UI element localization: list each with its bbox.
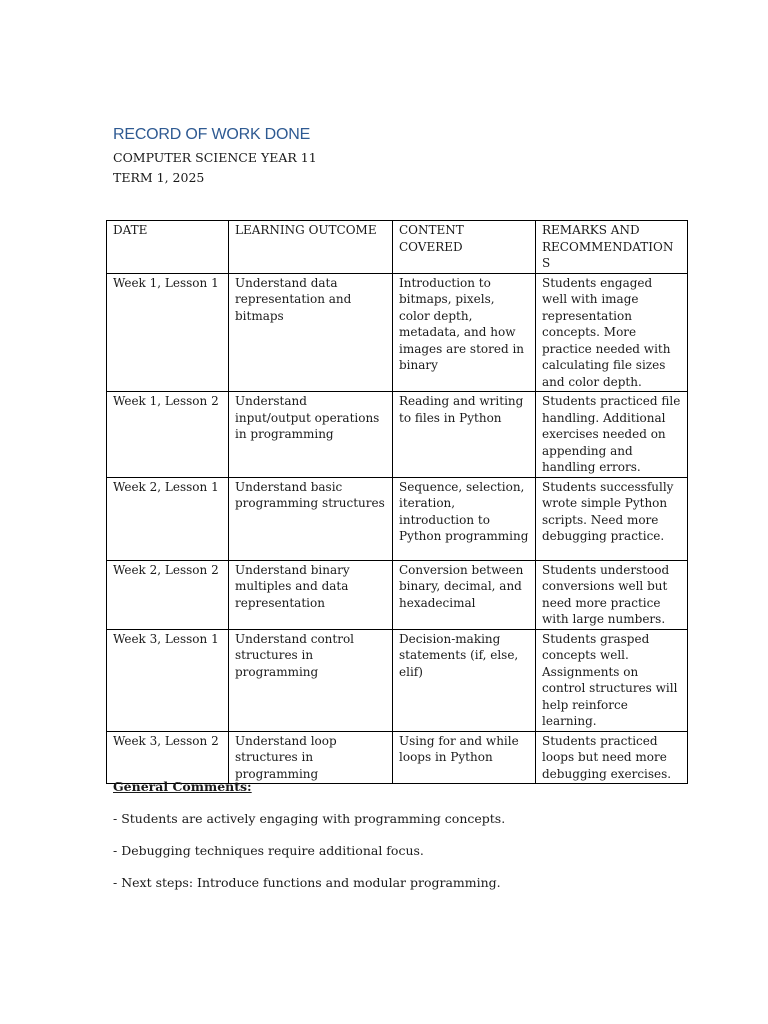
cell-content: Conversion between binary, decimal, and hexadecimal (393, 560, 536, 629)
cell-date: Week 2, Lesson 1 (107, 477, 229, 560)
cell-remarks: Students grasped concepts well. Assignments on control structures will help reinforce learning. (536, 629, 688, 731)
table-row (107, 629, 688, 731)
cell-date: Week 3, Lesson 1 (107, 629, 229, 731)
cell-remarks: Students successfully wrote simple Python scripts. Need more debugging practice. (536, 477, 688, 560)
course-subtitle: COMPUTER SCIENCE YEAR 11 (113, 150, 317, 165)
term-subtitle: TERM 1, 2025 (113, 170, 205, 185)
general-comments-heading: General Comments: (113, 779, 252, 794)
record-table (106, 220, 688, 784)
cell-date: Week 1, Lesson 2 (107, 392, 229, 478)
cell-remarks: Students practiced file handling. Additional exercises needed on appending and handling errors. (536, 392, 688, 478)
header-content-covered: CONTENT COVERED (393, 221, 536, 274)
table-header-row (107, 221, 688, 274)
cell-outcome: Understand data representation and bitmaps (229, 273, 393, 392)
cell-remarks: Students understood conversions well but need more practice with large numbers. (536, 560, 688, 629)
cell-remarks: Students engaged well with image representation concepts. More practice needed with calculating file sizes and color depth. (536, 273, 688, 392)
cell-content: Reading and writing to files in Python (393, 392, 536, 478)
header-date: DATE (107, 221, 229, 274)
cell-date: Week 1, Lesson 1 (107, 273, 229, 392)
cell-date: Week 2, Lesson 2 (107, 560, 229, 629)
cell-content: Introduction to bitmaps, pixels, color depth, metadata, and how images are stored in binary (393, 273, 536, 392)
header-learning-outcome: LEARNING OUTCOME (229, 221, 393, 274)
comment-item: - Students are actively engaging with programming concepts. (113, 811, 506, 826)
cell-content: Decision-making statements (if, else, elif) (393, 629, 536, 731)
cell-outcome: Understand input/output operations in programming (229, 392, 393, 478)
cell-outcome: Understand basic programming structures (229, 477, 393, 560)
table-row (107, 560, 688, 629)
table-row (107, 477, 688, 560)
header-remarks: REMARKS AND RECOMMENDATIONS (536, 221, 688, 274)
comment-item: - Next steps: Introduce functions and modular programming. (113, 875, 501, 890)
cell-date: Week 3, Lesson 2 (107, 731, 229, 784)
cell-content: Sequence, selection, iteration, introduction to Python programming (393, 477, 536, 560)
document-title: RECORD OF WORK DONE (113, 126, 311, 143)
cell-outcome: Understand binary multiples and data representation (229, 560, 393, 629)
table-row (107, 731, 688, 784)
cell-content: Using for and while loops in Python (393, 731, 536, 784)
cell-remarks: Students practiced loops but need more debugging exercises. (536, 731, 688, 784)
table-row (107, 392, 688, 478)
table-row (107, 273, 688, 392)
cell-outcome: Understand loop structures in programming (229, 731, 393, 784)
comment-item: - Debugging techniques require additional focus. (113, 843, 424, 858)
cell-outcome: Understand control structures in programming (229, 629, 393, 731)
